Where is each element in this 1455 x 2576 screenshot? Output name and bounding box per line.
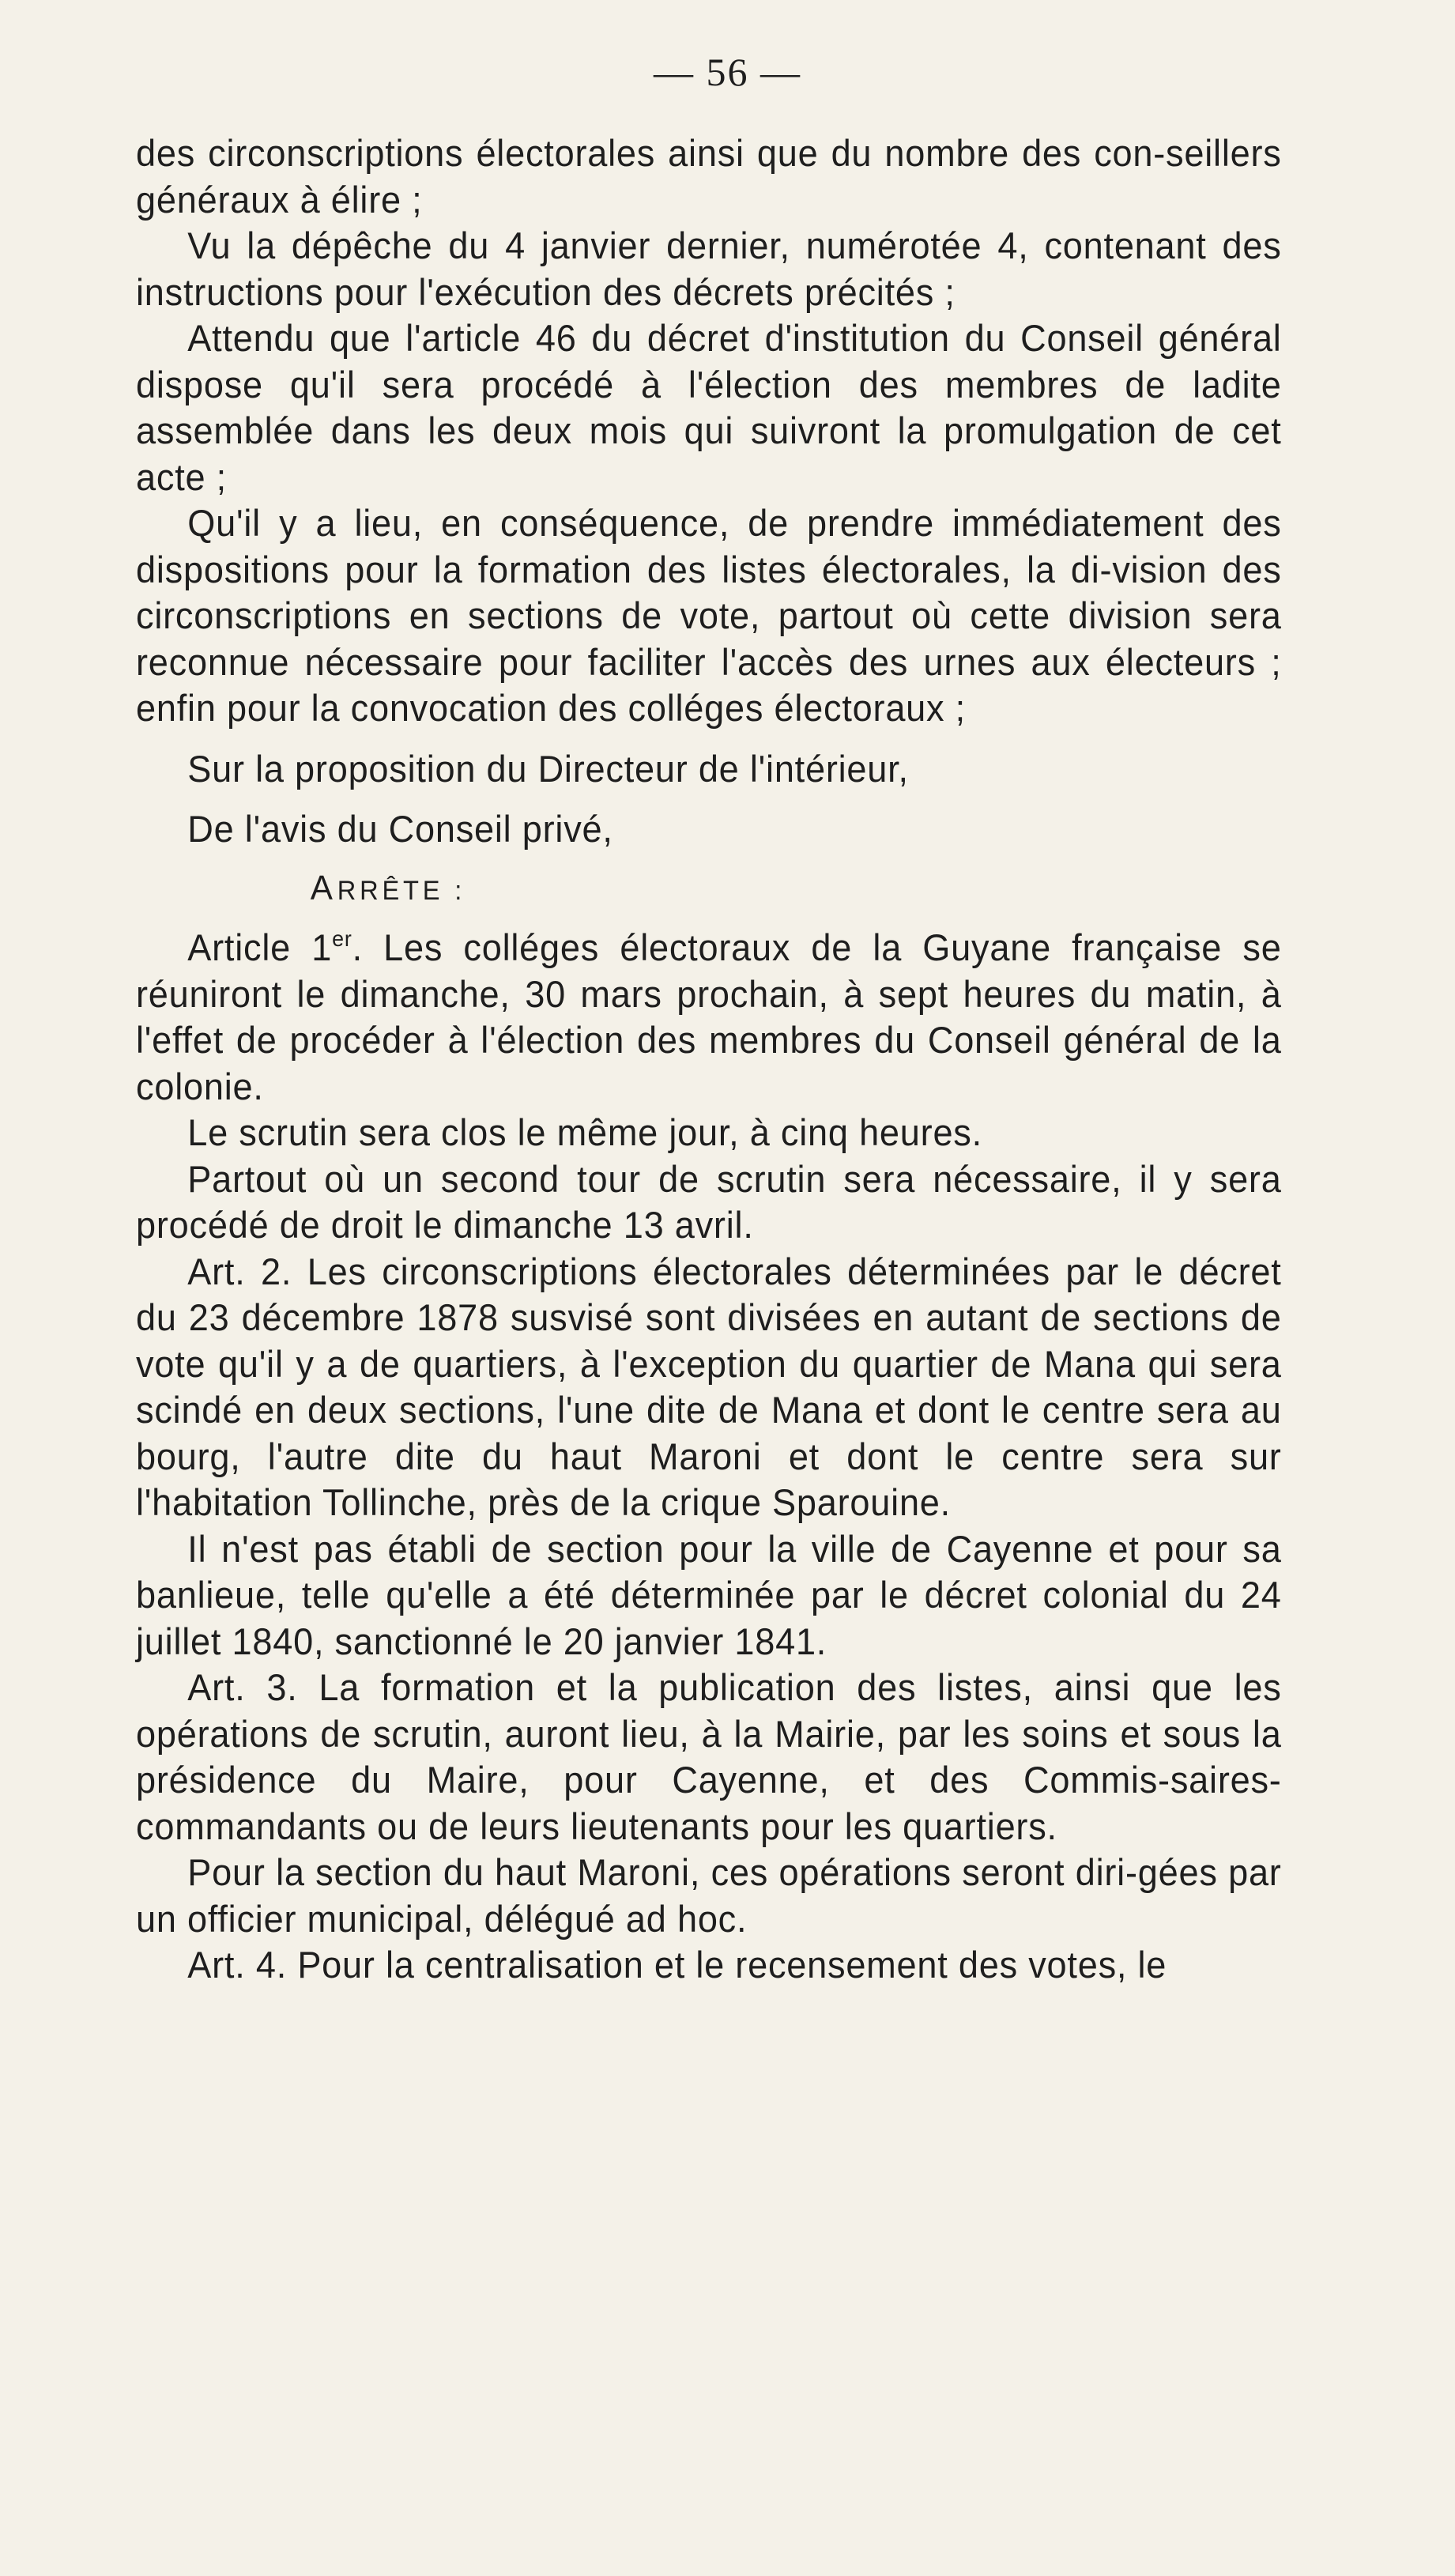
arrete-initial: A xyxy=(310,868,337,907)
paragraph-qu-il-y-a-lieu: Qu'il y a lieu, en conséquence, de prendre immédiatement des dispositions pour la formation des listes électorales, la di-vision des circonscriptions en sections de vote, partout où cette division sera reconnue nécessaire pour faciliter l'accès des urnes aux électeurs ; enfin pour la convocation des colléges électoraux ; xyxy=(136,502,1282,729)
paragraph-attendu: Attendu que l'article 46 du décret d'institution du Conseil général dispose qu'il sera procédé à l'élection des membres de ladite assemblée dans les deux mois qui suivront la promulgation de cet acte ; xyxy=(136,317,1282,498)
article-4: Art. 4. Pour la centralisation et le recensement des votes, le xyxy=(187,1944,1167,1986)
article-1-label: Article 1 xyxy=(187,926,333,968)
article-3: Art. 3. La formation et la publication des listes, ainsi que les opérations de scrutin, auront lieu, à la Mairie, par les soins et sous la présidence du Maire, pour Cayenne, et des Commis-saires-commandants ou de leurs lieutenants pour les quartiers. xyxy=(136,1666,1282,1847)
body-text xyxy=(136,130,1282,1989)
article-1 xyxy=(136,925,1282,1110)
article-1-second-tour: Partout où un second tour de scrutin sera nécessaire, il y sera procédé de droit le dimanche 13 avril. xyxy=(136,1157,1282,1246)
arrete-heading xyxy=(136,866,1282,915)
article-1-scrutin-clos: Le scrutin sera clos le même jour, à cinq heures. xyxy=(187,1111,982,1153)
article-1-text: . Les colléges électoraux de la Guyane française se réuniront le dimanche, 30 mars prochain, à sept heures du matin, à l'effet de procéder à l'élection des membres du Conseil général de la colonie. xyxy=(136,926,1282,1107)
paragraph-continuation: des circonscriptions électorales ainsi que du nombre des con-seillers généraux à élire ; xyxy=(136,132,1282,221)
arrete-rest: RRÊTE : xyxy=(337,875,466,906)
article-2: Art. 2. Les circonscriptions électorales déterminées par le décret du 23 décembre 1878 susvisé sont divisées en autant de sections de vote qu'il y a de quartiers, à l'exception du quartier de Mana qui sera scindé en deux sections, l'une dite de Mana et dont le centre sera au bourg, l'autre dite du haut Maroni et dont le centre sera sur l'habitation Tollinche, près de la crique Sparouine. xyxy=(136,1250,1282,1523)
paragraph-vu-depeche: Vu la dépêche du 4 janvier dernier, numérotée 4, contenant des instructions pour l'exécution des décrets précités ; xyxy=(136,224,1282,313)
article-3-haut-maroni: Pour la section du haut Maroni, ces opérations seront diri-gées par un officier municipal, délégué ad hoc. xyxy=(136,1851,1282,1940)
paragraph-sur-la-proposition: Sur la proposition du Directeur de l'intérieur, xyxy=(187,747,909,790)
article-2-cayenne: Il n'est pas établi de section pour la ville de Cayenne et pour sa banlieue, telle qu'elle a été déterminée par le décret colonial du 24 juillet 1840, sanctionné le 20 janvier 1841. xyxy=(136,1527,1282,1662)
paragraph-de-l-avis: De l'avis du Conseil privé, xyxy=(187,808,613,850)
page-number: — 56 — xyxy=(654,50,801,94)
article-1-superscript: er xyxy=(332,926,352,951)
